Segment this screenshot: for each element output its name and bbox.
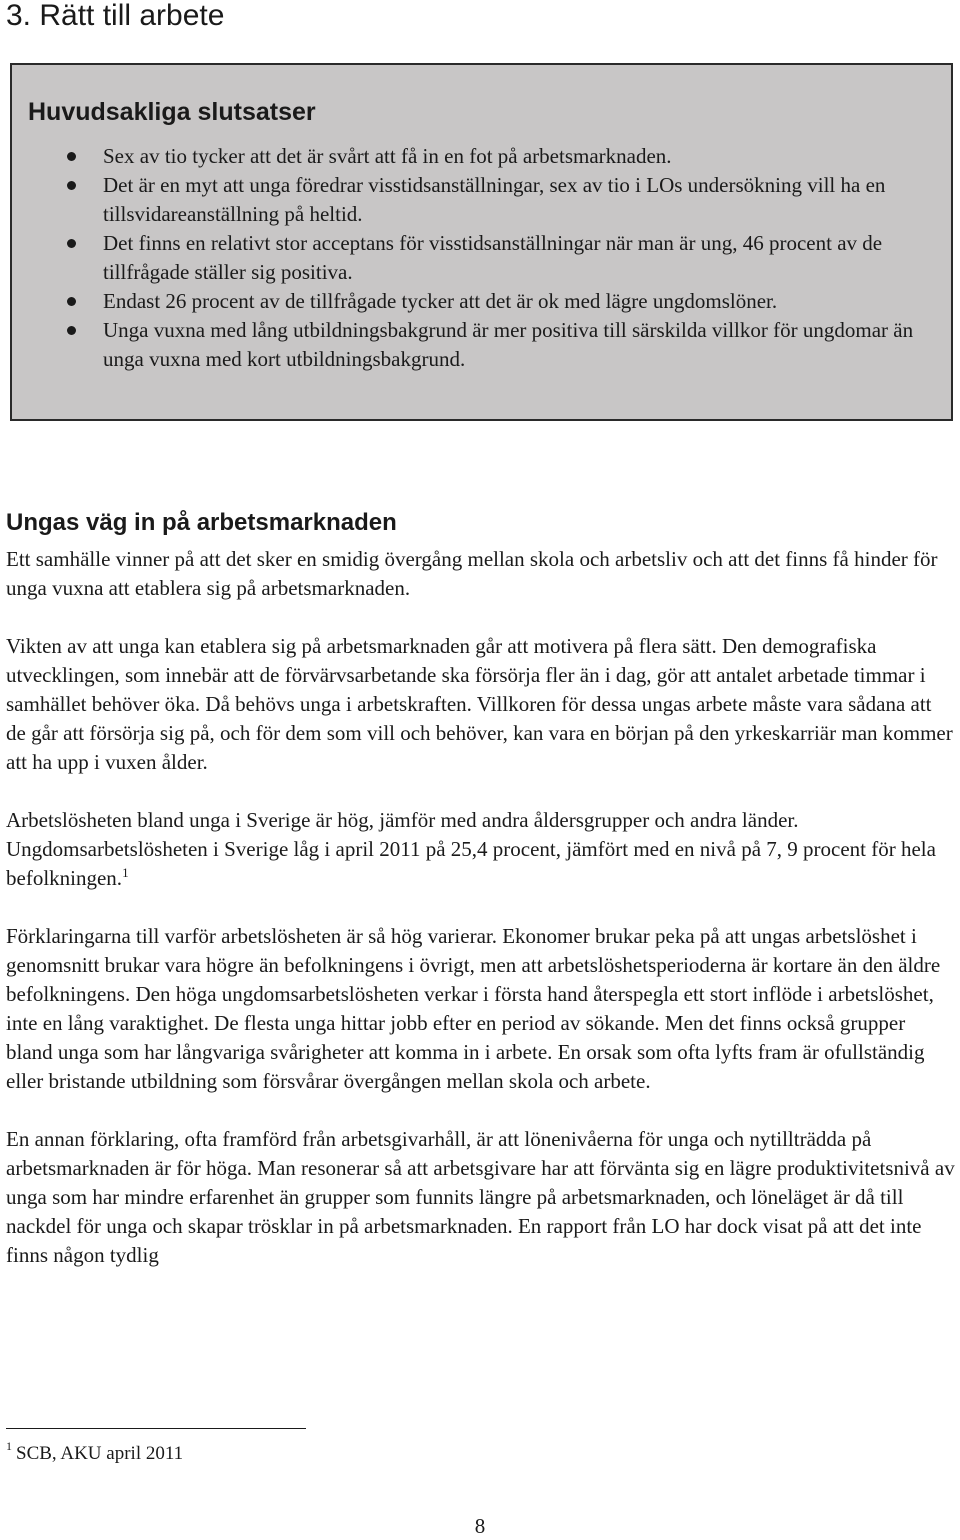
body-paragraph: Ett samhälle vinner på att det sker en smidig övergång mellan skola och arbetsliv och att det finns få hinder för unga vuxna att etablera sig på arbetsmarknaden. [6, 547, 938, 600]
footnote-reference[interactable]: 1 [122, 865, 129, 880]
bullet-icon [67, 181, 76, 190]
summary-box [10, 63, 953, 421]
chapter-title: 3. Rätt till arbete [6, 0, 225, 32]
footnote [6, 1440, 183, 1468]
summary-bullet [12, 142, 951, 171]
summary-list [12, 142, 951, 374]
summary-bullet [12, 229, 951, 287]
body-paragraph-text: Arbetslösheten bland unga i Sverige är hög, jämför med andra åldersgrupper och andra länder. Ungdomsarbetslösheten i Sverige låg i april 2011 på 25,4 procent, jämfört med en nivå på 7, 9 procent för hela befolkningen. [6, 808, 936, 890]
summary-bullet [12, 287, 951, 316]
footnote-divider [6, 1428, 306, 1429]
footnote-mark: 1 [6, 1439, 12, 1453]
bullet-icon [67, 239, 76, 248]
body-paragraph: Förklaringarna till varför arbetslösheten är så hög varierar. Ekonomer brukar peka på att ungas arbetslöshet i genomsnitt brukar vara högre än befolkningens i övrigt, men att arbetslöshetsperioderna är kortare än den äldre befolkningens. Den höga ungdomsarbetslösheten verkar i första hand återspegla ett stort inflöde i arbetslöshet, inte en lång varaktighet. De flesta unga hittar jobb efter en period av sökande. Men det finns också grupper bland unga som har långvariga svårigheter att komma in i arbete. En orsak som ofta lyfts fram är ofullständig eller bristande utbildning som försvårar övergången mellan skola och arbete. [6, 924, 941, 1093]
summary-bullet [12, 171, 951, 229]
summary-bullet [12, 316, 951, 374]
summary-heading: Huvudsakliga slutsatser [28, 98, 316, 126]
footnote-text: SCB, AKU april 2011 [16, 1443, 184, 1464]
summary-bullet-text: Det finns en relativt stor acceptans för visstidsanställningar när man är ung, 46 procent av de tillfrågade ställer sig positiva. [103, 231, 883, 284]
summary-bullet-text: Sex av tio tycker att det är svårt att få in en fot på arbetsmarknaden. [103, 144, 672, 168]
summary-bullet-text: Endast 26 procent av de tillfrågade tycker att det är ok med lägre ungdomslöner. [103, 289, 778, 313]
body-paragraph: Vikten av att unga kan etablera sig på arbetsmarknaden går att motivera på flera sätt. Den demografiska utvecklingen, som innebär att de förvärvsarbetande ska försörja fler än i dag, gör att antalet arbetade timmar i samhället behöver öka. Då behövs unga i arbetskraften. Villkoren för dessa ungas arbete måste vara sådana att de går att försörja sig på, och för dem som vill och behöver, kan vara en början på den yrkeskarriär man kommer att ha upp i vuxen ålder. [6, 634, 953, 774]
summary-bullet-text: Det är en myt att unga föredrar visstidsanställningar, sex av tio i LOs undersökning vill ha en tillsvidareanställning på heltid. [103, 173, 886, 226]
body-text [6, 545, 956, 1270]
section-heading: Ungas väg in på arbetsmarknaden [6, 509, 397, 536]
page-number: 8 [474, 1514, 486, 1538]
body-paragraph: En annan förklaring, ofta framförd från arbetsgivarhåll, är att lönenivåerna för unga och nytillträdda på arbetsmarknaden är för höga. Man resonerar så att arbetsgivare har att förvänta sig en lägre produktivitetsnivå av unga som har mindre erfarenhet än grupper som funnits längre på arbetsmarknaden, och löneläget är då till nackdel för unga och skapar trösklar in på arbetsmarknaden. En rapport från LO har dock visat på att det inte finns någon tydlig [6, 1127, 955, 1267]
bullet-icon [67, 152, 76, 161]
bullet-icon [67, 326, 76, 335]
bullet-icon [67, 297, 76, 306]
body-paragraph [6, 806, 956, 893]
summary-bullet-text: Unga vuxna med lång utbildningsbakgrund är mer positiva till särskilda villkor för ungdomar än unga vuxna med kort utbildningsbakgrund. [103, 318, 914, 371]
